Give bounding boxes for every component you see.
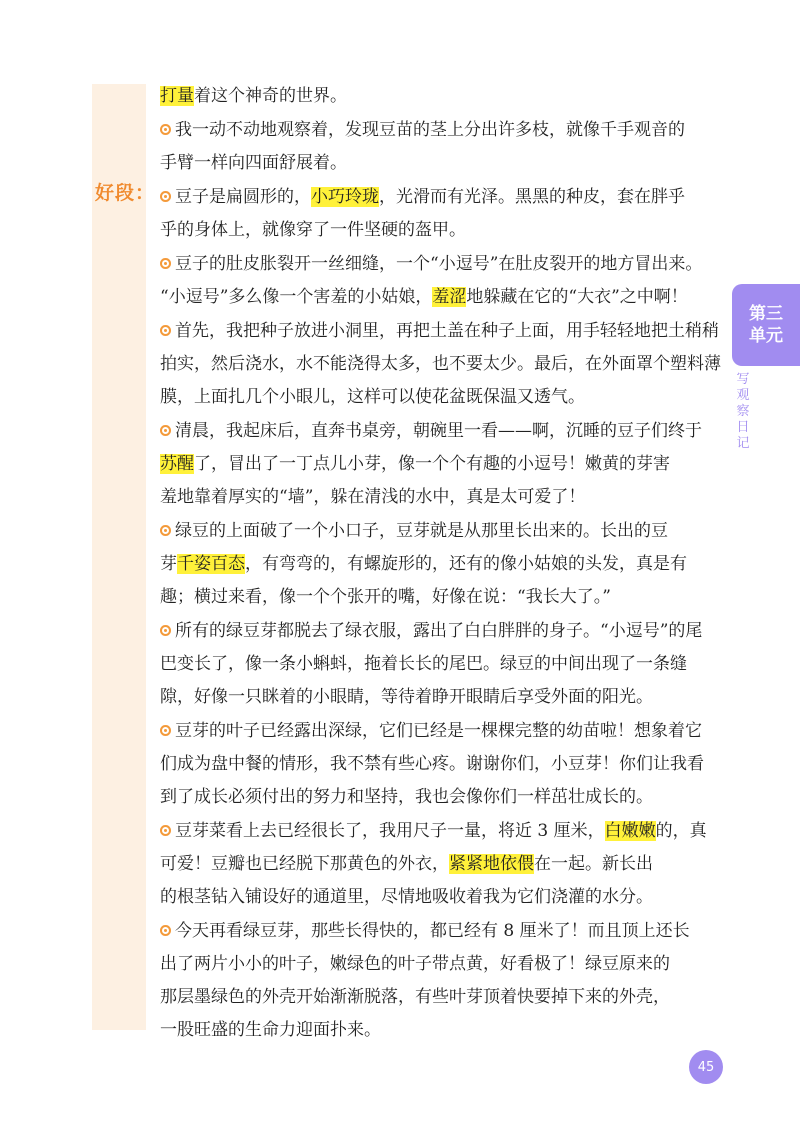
paragraph <box>160 248 720 314</box>
highlighted-phrase: 小巧玲珑 <box>311 187 379 207</box>
paragraph-line <box>160 214 720 247</box>
section-label: 好段： <box>95 182 156 204</box>
paragraph-line <box>160 715 720 748</box>
text-run: 可爱！豆瓣也已经脱下那黄色的外衣， <box>160 854 449 874</box>
paragraph-line <box>160 748 720 781</box>
paragraph-line <box>160 848 720 881</box>
text-run: 豆芽的叶子已经露出深绿，它们已经是一棵棵完整的幼苗啦！想象着它 <box>175 721 702 741</box>
paragraph-line <box>160 448 720 481</box>
paragraph <box>160 715 720 814</box>
paragraph-line <box>160 315 720 348</box>
text-run: 我一动不动地观察着，发现豆苗的茎上分出许多枝，就像千手观音的 <box>175 120 685 140</box>
text-run: 在一起。新长出 <box>534 854 653 874</box>
paragraph-line <box>160 548 720 581</box>
bullet-icon <box>160 525 171 536</box>
paragraph <box>160 114 720 180</box>
text-run: 羞地靠着厚实的“墙”，躲在清浅的水中，真是太可爱了！ <box>160 487 586 507</box>
paragraph-line <box>160 181 720 214</box>
paragraph-line <box>160 147 720 180</box>
text-run: 清晨，我起床后，直奔书桌旁，朝碗里一看——啊，沉睡的豆子们终于 <box>175 421 702 441</box>
paragraph-line <box>160 948 720 981</box>
bullet-icon <box>160 725 171 736</box>
text-run: “小逗号”多么像一个害羞的小姑娘， <box>160 287 433 307</box>
text-run: 豆子是扁圆形的， <box>175 187 311 207</box>
text-run: 那层墨绿色的外壳开始渐渐脱落，有些叶芽顶着快要掉下来的外壳， <box>160 987 670 1007</box>
text-run: 所有的绿豆芽都脱去了绿衣服，露出了白白胖胖的身子。“小逗号”的尾 <box>175 621 703 641</box>
paragraph <box>160 415 720 514</box>
paragraph <box>160 315 720 414</box>
paragraph-line <box>160 114 720 147</box>
highlighted-phrase: 打量 <box>160 86 194 106</box>
passage-list <box>160 80 720 1048</box>
paragraph-line <box>160 248 720 281</box>
bullet-icon <box>160 625 171 636</box>
paragraph-line <box>160 1014 720 1047</box>
text-run: 到了成长必须付出的努力和坚持，我也会像你们一样茁壮成长的。 <box>160 787 653 807</box>
text-run: ，光滑而有光泽。黑黑的种皮，套在胖乎 <box>379 187 685 207</box>
bullet-icon <box>160 825 171 836</box>
paragraph <box>160 80 720 113</box>
paragraph-line <box>160 681 720 714</box>
bullet-icon <box>160 191 171 202</box>
highlighted-phrase: 千姿百态 <box>177 554 245 574</box>
text-run: 豆芽菜看上去已经很长了，我用尺子一量，将近 3 厘米， <box>175 821 605 841</box>
paragraph <box>160 515 720 614</box>
bullet-icon <box>160 258 171 269</box>
paragraph-line <box>160 80 720 113</box>
text-run: 拍实，然后浇水，水不能浇得太多，也不要太少。最后，在外面罩个塑料薄 <box>160 354 721 374</box>
text-run: 膜，上面扎几个小眼儿，这样可以使花盆既保温又透气。 <box>160 387 585 407</box>
text-run: 趣；横过来看，像一个个张开的嘴，好像在说：“我长大了。” <box>160 587 611 607</box>
text-run: 的，真 <box>655 821 707 841</box>
highlighted-phrase: 羞涩 <box>432 287 467 307</box>
text-run: 一股旺盛的生命力迎面扑来。 <box>160 1020 381 1040</box>
paragraph-line <box>160 348 720 381</box>
highlighted-phrase: 紧紧地依偎 <box>449 854 534 874</box>
unit-tab-line1: 第三 <box>749 304 783 324</box>
unit-subtitle: 写观察日记 <box>736 372 750 451</box>
highlighted-phrase: 苏醒 <box>160 454 194 474</box>
paragraph <box>160 615 720 714</box>
highlighted-phrase: 白嫩嫩 <box>604 821 656 841</box>
paragraph-line <box>160 815 720 848</box>
text-run: 芽 <box>160 554 177 574</box>
paragraph <box>160 181 720 247</box>
text-run: 了，冒出了一丁点儿小芽，像一个个有趣的小逗号！嫩黄的芽害 <box>194 454 670 474</box>
text-run: 们成为盘中餐的情形，我不禁有些心疼。谢谢你们，小豆芽！你们让我看 <box>160 754 704 774</box>
text-run: 的根茎钻入铺设好的通道里，尽情地吸收着我为它们浇灌的水分。 <box>160 887 653 907</box>
text-run: 今天再看绿豆芽，那些长得快的，都已经有 8 厘米了！而且顶上还长 <box>175 921 690 941</box>
text-run: 绿豆的上面破了一个小口子，豆芽就是从那里长出来的。长出的豆 <box>175 521 668 541</box>
paragraph-line <box>160 381 720 414</box>
text-run: 巴变长了，像一条小蝌蚪，拖着长长的尾巴。绿豆的中间出现了一条缝 <box>160 654 687 674</box>
text-run: 着这个神奇的世界。 <box>194 86 347 106</box>
bullet-icon <box>160 124 171 135</box>
paragraph-line <box>160 648 720 681</box>
paragraph-line <box>160 615 720 648</box>
bullet-icon <box>160 425 171 436</box>
paragraph <box>160 915 720 1047</box>
paragraph-line <box>160 981 720 1014</box>
paragraph-line <box>160 915 720 948</box>
text-run: 地躲藏在它的“大衣”之中啊！ <box>466 287 688 307</box>
page-number: 45 <box>689 1050 723 1084</box>
unit-tab[interactable] <box>732 284 800 366</box>
paragraph <box>160 815 720 914</box>
text-run: 首先，我把种子放进小洞里，再把土盖在种子上面，用手轻轻地把土稍稍 <box>175 321 719 341</box>
paragraph-line <box>160 481 720 514</box>
paragraph-line <box>160 881 720 914</box>
text-run: 豆子的肚皮胀裂开一丝细缝，一个“小逗号”在肚皮裂开的地方冒出来。 <box>175 254 703 274</box>
paragraph-line <box>160 781 720 814</box>
paragraph-line <box>160 281 720 314</box>
bullet-icon <box>160 925 171 936</box>
text-run: 乎的身体上，就像穿了一件坚硬的盔甲。 <box>160 220 466 240</box>
paragraph-line <box>160 415 720 448</box>
margin-strip <box>92 84 146 1030</box>
paragraph-line <box>160 515 720 548</box>
paragraph-line <box>160 581 720 614</box>
text-run: ，有弯弯的，有螺旋形的，还有的像小姑娘的头发，真是有 <box>245 554 687 574</box>
text-run: 隙，好像一只眯着的小眼睛，等待着睁开眼睛后享受外面的阳光。 <box>160 687 653 707</box>
bullet-icon <box>160 325 171 336</box>
text-run: 出了两片小小的叶子，嫩绿色的叶子带点黄，好看极了！绿豆原来的 <box>160 954 670 974</box>
text-run: 手臂一样向四面舒展着。 <box>160 153 347 173</box>
unit-tab-line2: 单元 <box>749 326 783 346</box>
